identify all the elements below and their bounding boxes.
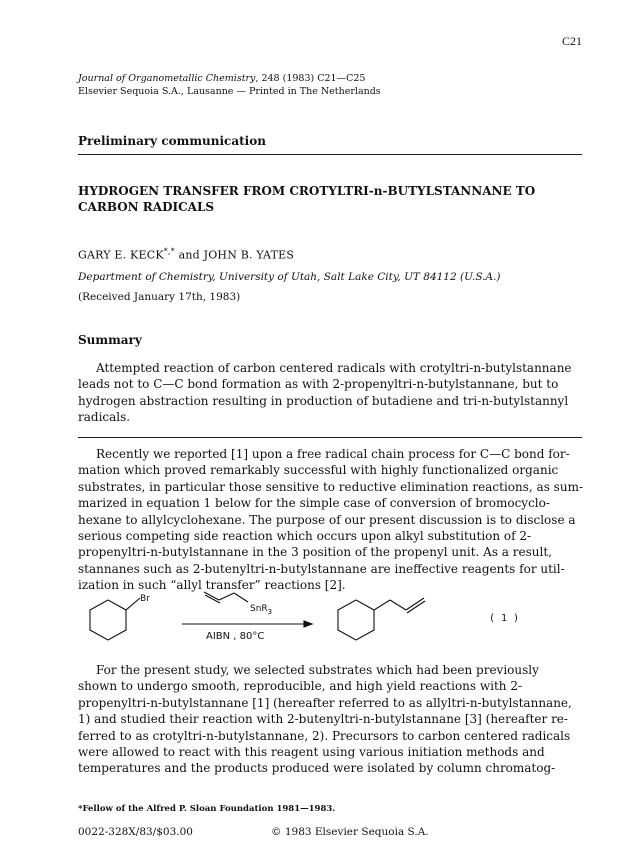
reagent-label [250, 604, 272, 616]
body-line: ferred to as crotyltri-n-butylstannane, 2). Precursors to carbon centered radicals [78, 728, 571, 743]
summary-line: leads not to C—C bond formation as with 2-propenyltri-n-butylstannane, but to [78, 377, 559, 392]
body-line: For the present study, we selected substrates which had been previously [96, 663, 539, 677]
product-ring [338, 600, 374, 640]
body-line: 1) and studied their reaction with 2-butenyltri-n-butylstannane [3] (hereafter re- [78, 712, 568, 727]
author-name: GARY E. KECK [78, 248, 164, 262]
author-name: JOHN B. YATES [203, 248, 295, 262]
body-line: were allowed to react with this reagent using various initiation methods and [78, 745, 545, 760]
body-line: shown to undergo smooth, reproducible, and high yield reactions with 2- [78, 679, 523, 694]
bromo-label: Br [140, 594, 150, 604]
summary-line: hydrogen abstraction resulting in production of butadiene and tri-n-butylstannyl [78, 393, 569, 408]
page-number: C21 [561, 34, 582, 48]
copyright-notice: © 1983 Elsevier Sequoia S.A. [271, 826, 429, 838]
body-line: marized in equation 1 below for the simple case of conversion of bromocyclo- [78, 496, 550, 511]
journal-volume-pages: , 248 (1983) C21—C25 [255, 73, 366, 84]
body-line: hexane to allylcyclohexane. The purpose of our present discussion is to disclose a [78, 512, 576, 527]
equation-number: ( 1 ) [489, 613, 520, 624]
article-title [78, 183, 582, 215]
reaction-scheme [78, 590, 498, 652]
issn-price-code: 0022-328X/83/$03.00 [78, 826, 193, 838]
body-line: serious competing side reaction which occurs upon alkyl substitution of 2- [78, 529, 532, 544]
author-footnote-mark: *,* [163, 247, 175, 256]
author-conjunction: and [178, 248, 200, 262]
summary-line: radicals. [78, 410, 131, 425]
body-paragraph [78, 446, 584, 594]
cyclohexane-ring [90, 600, 126, 640]
footnote: *Fellow of the Alfred P. Sloan Foundation 1981—1983. [78, 804, 336, 814]
reaction-conditions: AIBN , 80°C [206, 631, 265, 642]
body-line: stannanes such as 2-butenyltri-n-butylstannane are ineffective reagents for util- [78, 561, 565, 576]
title-line: HYDROGEN TRANSFER FROM CROTYLTRI-n-BUTYLSTANNANE TO [78, 184, 536, 198]
publisher-line: Elsevier Sequoia S.A., Lausanne — Printed in The Netherlands [78, 86, 381, 97]
journal-name: Journal of Organometallic Chemistry [78, 73, 256, 84]
body-paragraph [78, 662, 584, 777]
reagent-subscript: 3 [267, 608, 273, 616]
body-line: mation which proved remarkably successful with highly functionalized organic [78, 463, 559, 478]
summary-heading: Summary [78, 333, 142, 347]
body-line: propenyltri-n-butylstannane [1] (hereafter referred to as allyltri-n-butylstannane, [78, 695, 572, 710]
authors [78, 247, 294, 262]
affiliation: Department of Chemistry, University of Utah, Salt Lake City, UT 84112 (U.S.A.) [78, 271, 501, 283]
divider [78, 437, 582, 438]
received-date: (Received January 17th, 1983) [78, 291, 241, 303]
body-line: substrates, in particular those sensitive to reductive elimination reactions, as sum- [78, 479, 583, 494]
reagent-text: SnR [250, 604, 268, 614]
body-line: propenyltri-n-butylstannane in the 3 position of the propenyl unit. As a result, [78, 545, 552, 560]
body-line: ization in such “allyl transfer” reactions [2]. [78, 578, 346, 593]
section-label: Preliminary communication [78, 134, 266, 148]
title-line: CARBON RADICALS [78, 200, 215, 214]
body-line: temperatures and the products produced were isolated by column chromatog- [78, 761, 556, 776]
summary-paragraph [78, 360, 584, 426]
journal-citation [78, 72, 381, 85]
summary-line: Attempted reaction of carbon centered radicals with crotyltri-n-butylstannane [96, 361, 572, 375]
journal-header [78, 72, 381, 98]
body-line: Recently we reported [1] upon a free radical chain process for C—C bond for- [96, 447, 570, 461]
divider [78, 154, 582, 155]
